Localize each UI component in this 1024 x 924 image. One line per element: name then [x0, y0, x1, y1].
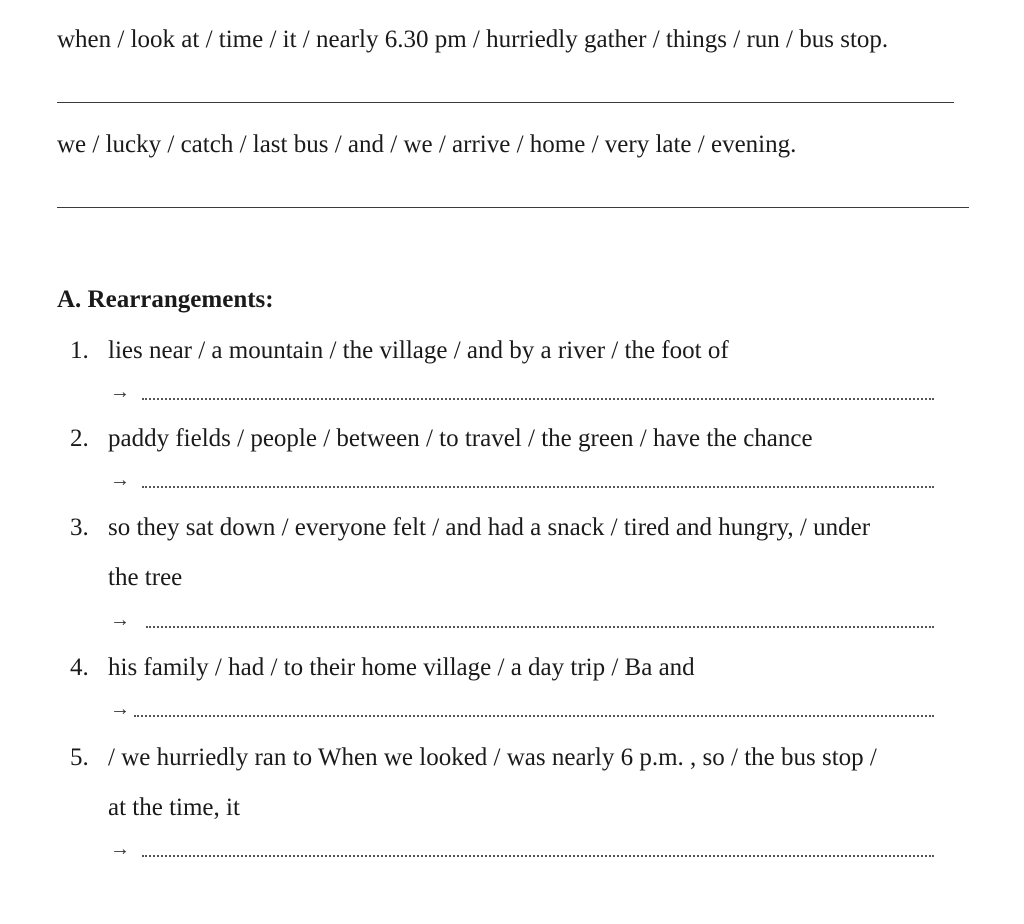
item-number-5: 5.	[70, 744, 89, 771]
arrow-icon: →	[110, 698, 130, 720]
answer-line-item-4[interactable]	[134, 715, 934, 717]
answer-line-item-5[interactable]	[142, 855, 934, 857]
item-text-3-line-1: so they sat down / everyone felt / and had a snack / tired and hungry, / under	[108, 514, 871, 541]
arrow-icon: →	[110, 381, 130, 403]
item-number-1: 1.	[70, 337, 89, 364]
answer-line-item-3[interactable]	[146, 626, 934, 628]
item-number-4: 4.	[70, 654, 89, 681]
item-text-5-line-1: / we hurriedly ran to When we looked / was nearly 6 p.m. , so / the bus stop /	[108, 744, 877, 771]
answer-line-item-1[interactable]	[142, 398, 934, 400]
sentence-prompt-2: we / lucky / catch / last bus / and / we / arrive / home / very late / evening.	[57, 131, 797, 158]
item-number-3: 3.	[70, 514, 89, 541]
item-text-1: lies near / a mountain / the village / and by a river / the foot of	[108, 337, 729, 364]
item-text-2: paddy fields / people / between / to travel / the green / have the chance	[108, 425, 813, 452]
item-text-5-line-2: at the time, it	[108, 794, 240, 821]
item-text-3-line-2: the tree	[108, 564, 183, 591]
item-number-2: 2.	[70, 425, 89, 452]
answer-line-1[interactable]	[57, 102, 954, 103]
answer-line-2[interactable]	[57, 207, 969, 208]
item-text-4: his family / had / to their home village / a day trip / Ba and	[108, 654, 695, 681]
section-heading: A. Rearrangements:	[57, 286, 274, 313]
answer-line-item-2[interactable]	[142, 486, 934, 488]
arrow-icon: →	[110, 469, 130, 491]
sentence-prompt-1: when / look at / time / it / nearly 6.30 pm / hurriedly gather / things / run / bus stop.	[57, 26, 889, 53]
arrow-icon: →	[110, 609, 130, 631]
arrow-icon: →	[110, 838, 130, 860]
